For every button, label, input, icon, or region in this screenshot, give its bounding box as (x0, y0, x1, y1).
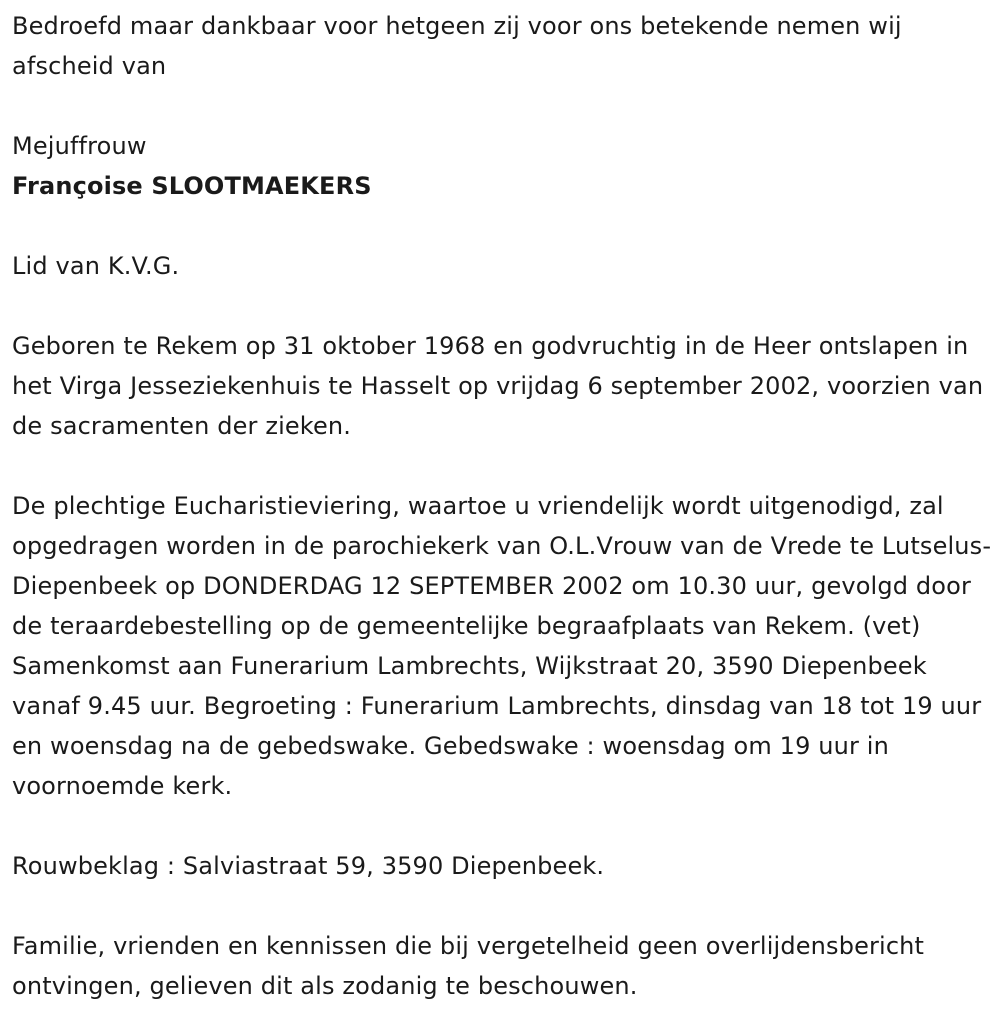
deceased-name: Françoise SLOOTMAEKERS (12, 172, 372, 200)
spacer (12, 446, 992, 486)
closing-text: Familie, vrienden en kennissen die bij vergetelheid geen overlijdensbericht ontvingen, gelieven dit als zodanig te beschouwen. (12, 932, 925, 1000)
spacer (12, 86, 992, 126)
membership-text: Lid van K.V.G. (12, 252, 180, 280)
spacer (12, 286, 992, 326)
spacer (12, 886, 992, 926)
spacer (12, 206, 992, 246)
death-notice (12, 6, 992, 1006)
intro-text: Bedroefd maar dankbaar voor hetgeen zij voor ons betekende nemen wij afscheid van (12, 12, 902, 80)
salutation-text: Mejuffrouw (12, 132, 147, 160)
ceremony-text: De plechtige Eucharistieviering, waartoe u vriendelijk wordt uitgenodigd, zal opgedragen worden in de parochiekerk van O.L.Vrouw van de Vrede te Lutselus-Diepenbeek op DONDERDAG 12 SEPTEMBER 2002 om 10.30 uur, gevolgd door de teraardebestelling op de gemeentelijke begraafplaats van Rekem. (vet) Samenkomst aan Funerarium Lambrechts, Wijkstraat 20, 3590 Diepenbeek vanaf 9.45 uur. Begroeting : Funerarium Lambrechts, dinsdag van 18 tot 19 uur en woensdag na de gebedswake. Gebedswake : woensdag om 19 uur in voornoemde kerk. (12, 492, 992, 800)
birth-death-text: Geboren te Rekem op 31 oktober 1968 en godvruchtig in de Heer ontslapen in het Virga Jesseziekenhuis te Hasselt op vrijdag 6 september 2002, voorzien van de sacramenten der zieken. (12, 332, 984, 440)
spacer (12, 806, 992, 846)
condolence-address-text: Rouwbeklag : Salviastraat 59, 3590 Diepenbeek. (12, 852, 605, 880)
